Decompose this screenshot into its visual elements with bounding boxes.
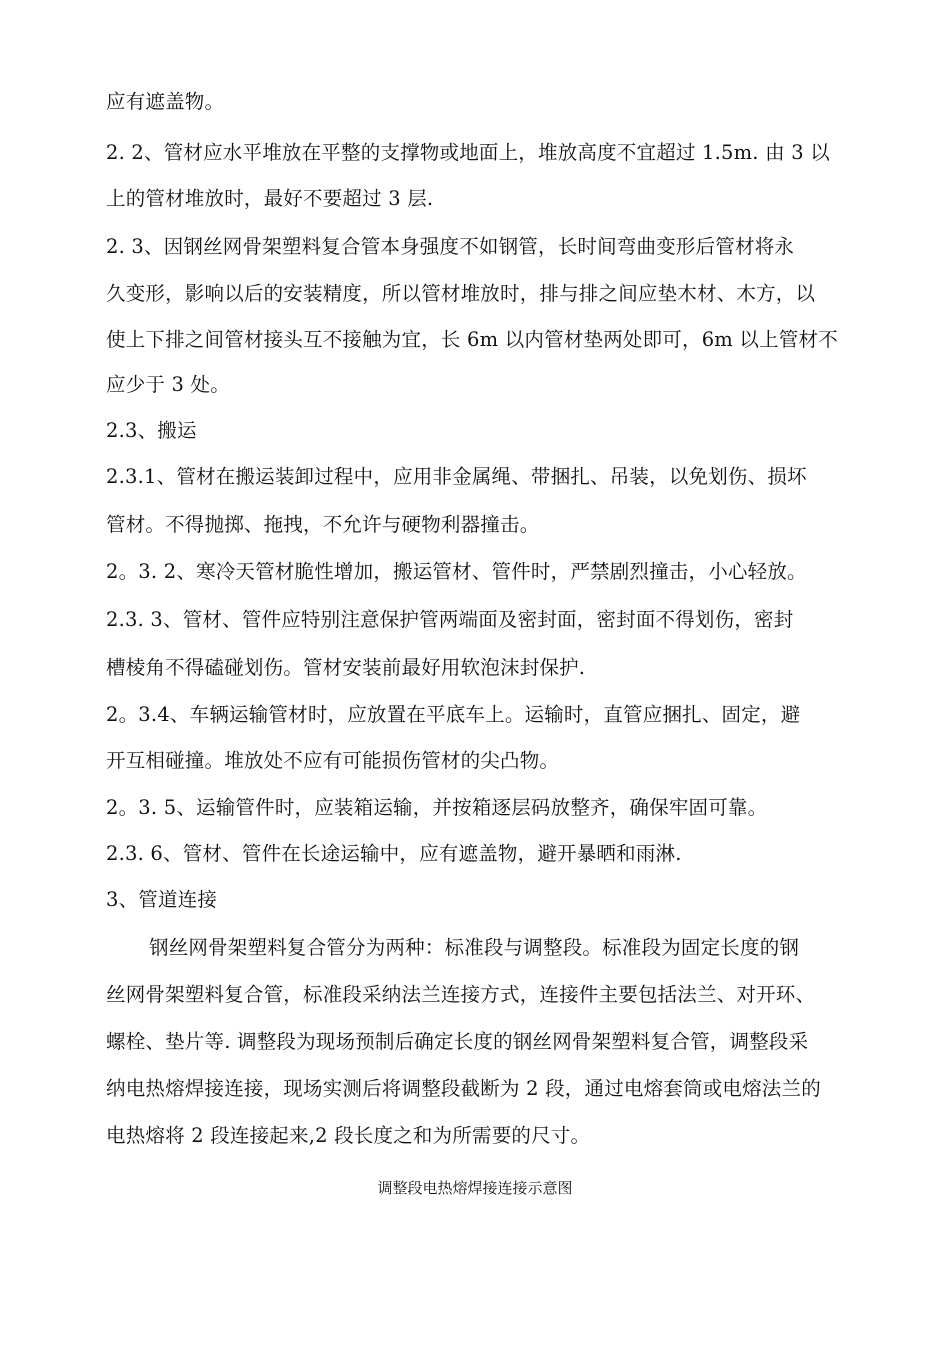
text-line: 使上下排之间管材接头互不接触为宜，长 6m 以内管材垫两处即可，6m 以上管材不	[106, 328, 838, 351]
text-line: 管材。不得抛掷、拖拽，不允许与硬物利器撞击。	[106, 513, 540, 536]
text-line: 2. 3、因钢丝网骨架塑料复合管本身强度不如钢管，长时间弯曲变形后管材将永	[106, 235, 795, 258]
text-line: 2。3. 5、运输管件时，应装箱运输，并按箱逐层码放整齐，确保牢固可靠。	[106, 796, 768, 819]
text-line: 丝网骨架塑料复合管，标准段采纳法兰连接方式，连接件主要包括法兰、对开环、	[106, 983, 816, 1006]
text-line: 纳电热熔焊接连接，现场实测后将调整段截断为 2 段，通过电熔套筒或电熔法兰的	[106, 1077, 821, 1100]
figure-caption: 调整段电热熔焊接连接示意图	[377, 1179, 573, 1197]
text-line: 电热熔将 2 段连接起来,2 段长度之和为所需要的尺寸。	[106, 1124, 591, 1147]
text-line: 应有遮盖物。	[106, 90, 225, 113]
text-line: 槽棱角不得磕碰划伤。管材安装前最好用软泡沫封保护.	[106, 656, 586, 679]
text-line: 开互相碰撞。堆放处不应有可能损伤管材的尖凸物。	[106, 749, 560, 772]
section-heading: 3、管道连接	[106, 888, 218, 911]
paragraph-first-line: 钢丝网骨架塑料复合管分为两种：标准段与调整段。标准段为固定长度的钢	[149, 936, 800, 959]
text-line: 上的管材堆放时，最好不要超过 3 层.	[106, 187, 434, 210]
text-line: 2。3. 2、寒冷天管材脆性增加，搬运管材、管件时，严禁剧烈撞击，小心轻放。	[106, 560, 807, 583]
section-heading: 2.3、搬运	[106, 419, 197, 442]
text-line: 应少于 3 处。	[106, 373, 230, 396]
text-line: 2.3.1、管材在搬运装卸过程中，应用非金属绳、带捆扎、吊装，以免划伤、损坏	[106, 465, 807, 488]
text-line: 2.3. 6、管材、管件在长途运输中，应有遮盖物，避开暴晒和雨淋.	[106, 842, 682, 865]
text-line: 2。3.4、车辆运输管材时，应放置在平底车上。运输时，直管应捆扎、固定，避	[106, 703, 801, 726]
text-line: 2.3. 3、管材、管件应特别注意保护管两端面及密封面，密封面不得划伤，密封	[106, 608, 794, 631]
text-line: 久变形，影响以后的安装精度，所以管材堆放时，排与排之间应垫木材、木方，以	[106, 282, 816, 305]
text-line: 螺栓、垫片等. 调整段为现场预制后确定长度的钢丝网骨架塑料复合管，调整段采	[106, 1030, 809, 1053]
text-line: 2. 2、管材应水平堆放在平整的支撑物或地面上，堆放高度不宜超过 1.5m. 由 3 以	[106, 141, 830, 164]
